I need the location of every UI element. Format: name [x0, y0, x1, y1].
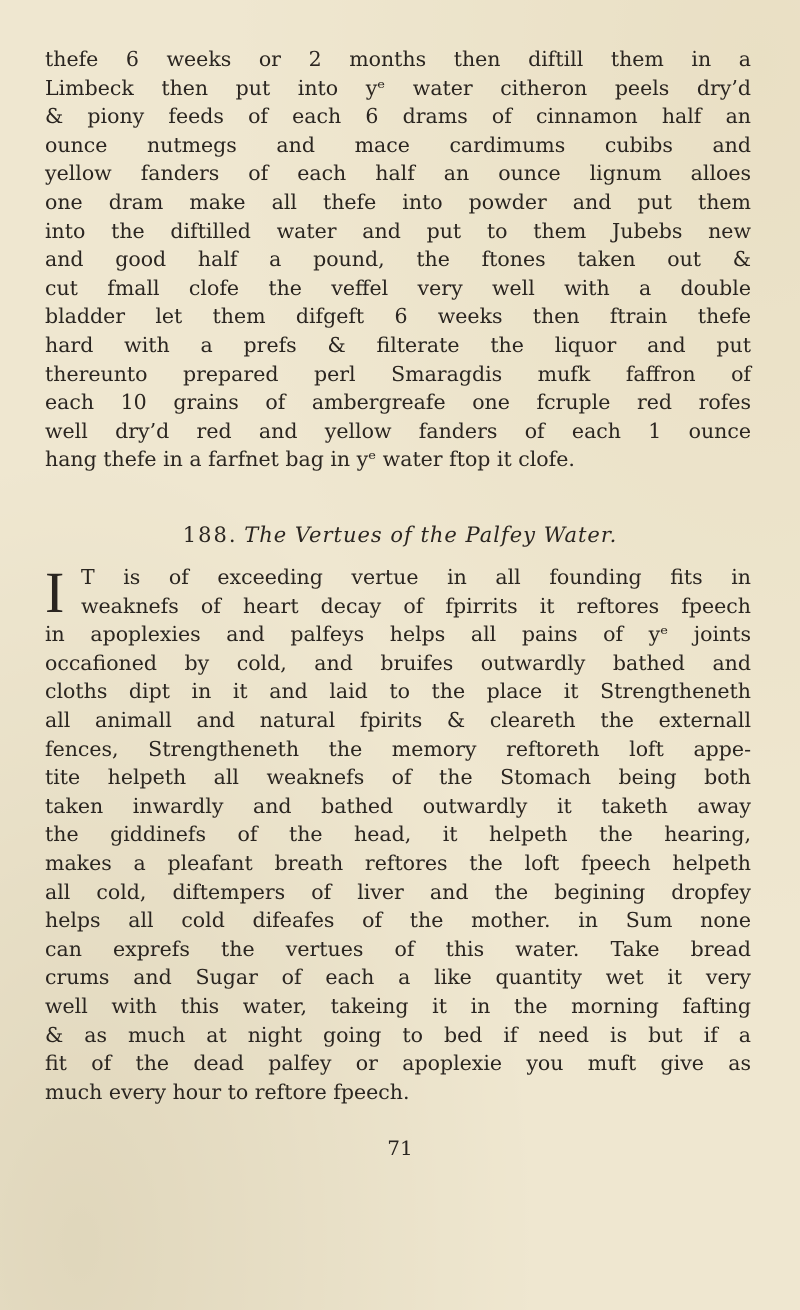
- text-line: T is of exceeding vertue in all founding fits in: [81, 565, 751, 589]
- text-line: fences, Strengtheneth the memory reftoreth loft appe-: [45, 736, 751, 761]
- text-line: all cold, diftempers of liver and the begining dropfey: [45, 879, 751, 904]
- drop-cap: I: [45, 560, 65, 625]
- text-line: taken inwardly and bathed outwardly it taketh away: [45, 793, 751, 818]
- text-line: and good half a pound, the ftones taken out &: [45, 247, 751, 272]
- text-line: weaknefs of heart decay of fpirrits it reftores fpeech: [81, 593, 751, 618]
- text-line: one dram make all thefe into powder and put them: [45, 189, 751, 214]
- dropcap-block: [45, 560, 751, 625]
- text-line: much every hour to reftore fpeech.: [45, 1079, 410, 1104]
- text-line: fit of the dead palfey or apoplexie you muft give as: [45, 1051, 751, 1076]
- section-number: 188.: [182, 523, 238, 547]
- text-line: cut fmall clofe the veffel very well with a double: [45, 275, 751, 300]
- text-line: crums and Sugar of each a like quantity wet it very: [45, 965, 751, 990]
- section-title: The Vertues of the Palfey Water.: [244, 523, 618, 547]
- text-line: yellow fanders of each half an ounce lignum alloes: [45, 161, 751, 186]
- body-paragraph: [45, 560, 751, 1106]
- text-line: tite helpeth all weaknefs of the Stomach being both: [45, 765, 751, 790]
- text-line: Limbeck then put into yᵉ water citheron peels dry’d: [45, 75, 751, 100]
- text-line: can exprefs the vertues of this water. Take bread: [45, 936, 751, 961]
- text-line: & as much at night going to bed if need is but if a: [45, 1022, 751, 1047]
- text-line: well dry’d red and yellow fanders of each 1 ounce: [45, 418, 751, 443]
- text-line: each 10 grains of ambergreafe one fcruple red rofes: [45, 390, 751, 415]
- text-line: into the diftilled water and put to them Jubebs new: [45, 218, 751, 243]
- text-line: thefe 6 weeks or 2 months then diftill them in a: [45, 47, 751, 71]
- section-heading: [0, 520, 800, 550]
- text-line: all animall and natural fpirits & cleareth the externall: [45, 707, 751, 732]
- text-line: hard with a prefs & filterate the liquor and put: [45, 332, 751, 357]
- text-line: thereunto prepared perl Smaragdis mufk faffron of: [45, 361, 751, 386]
- text-line: helps all cold difeafes of the mother. in Sum none: [45, 908, 751, 933]
- text-line: hang thefe in a farfnet bag in yᵉ water ftop it clofe.: [45, 447, 575, 472]
- text-line: the giddinefs of the head, it helpeth the hearing,: [45, 822, 751, 847]
- text-line: in apoplexies and palfeys helps all pains of yᵉ joints: [45, 622, 751, 647]
- text-line: & piony feeds of each 6 drams of cinnamon half an: [45, 104, 751, 129]
- text-line: bladder let them difgeft 6 weeks then ftrain thefe: [45, 304, 751, 329]
- top-paragraph: [45, 45, 751, 474]
- text-line: ounce nutmegs and mace cardimums cubibs and: [45, 132, 751, 157]
- page-number: 71: [387, 1136, 413, 1160]
- text-line: makes a pleafant breath reftores the loft fpeech helpeth: [45, 850, 751, 875]
- text-line: well with this water, takeing it in the morning fafting: [45, 993, 751, 1018]
- text-line: occafioned by cold, and bruifes outwardly bathed and: [45, 650, 751, 675]
- text-line: cloths dipt in it and laid to the place it Strengtheneth: [45, 679, 751, 704]
